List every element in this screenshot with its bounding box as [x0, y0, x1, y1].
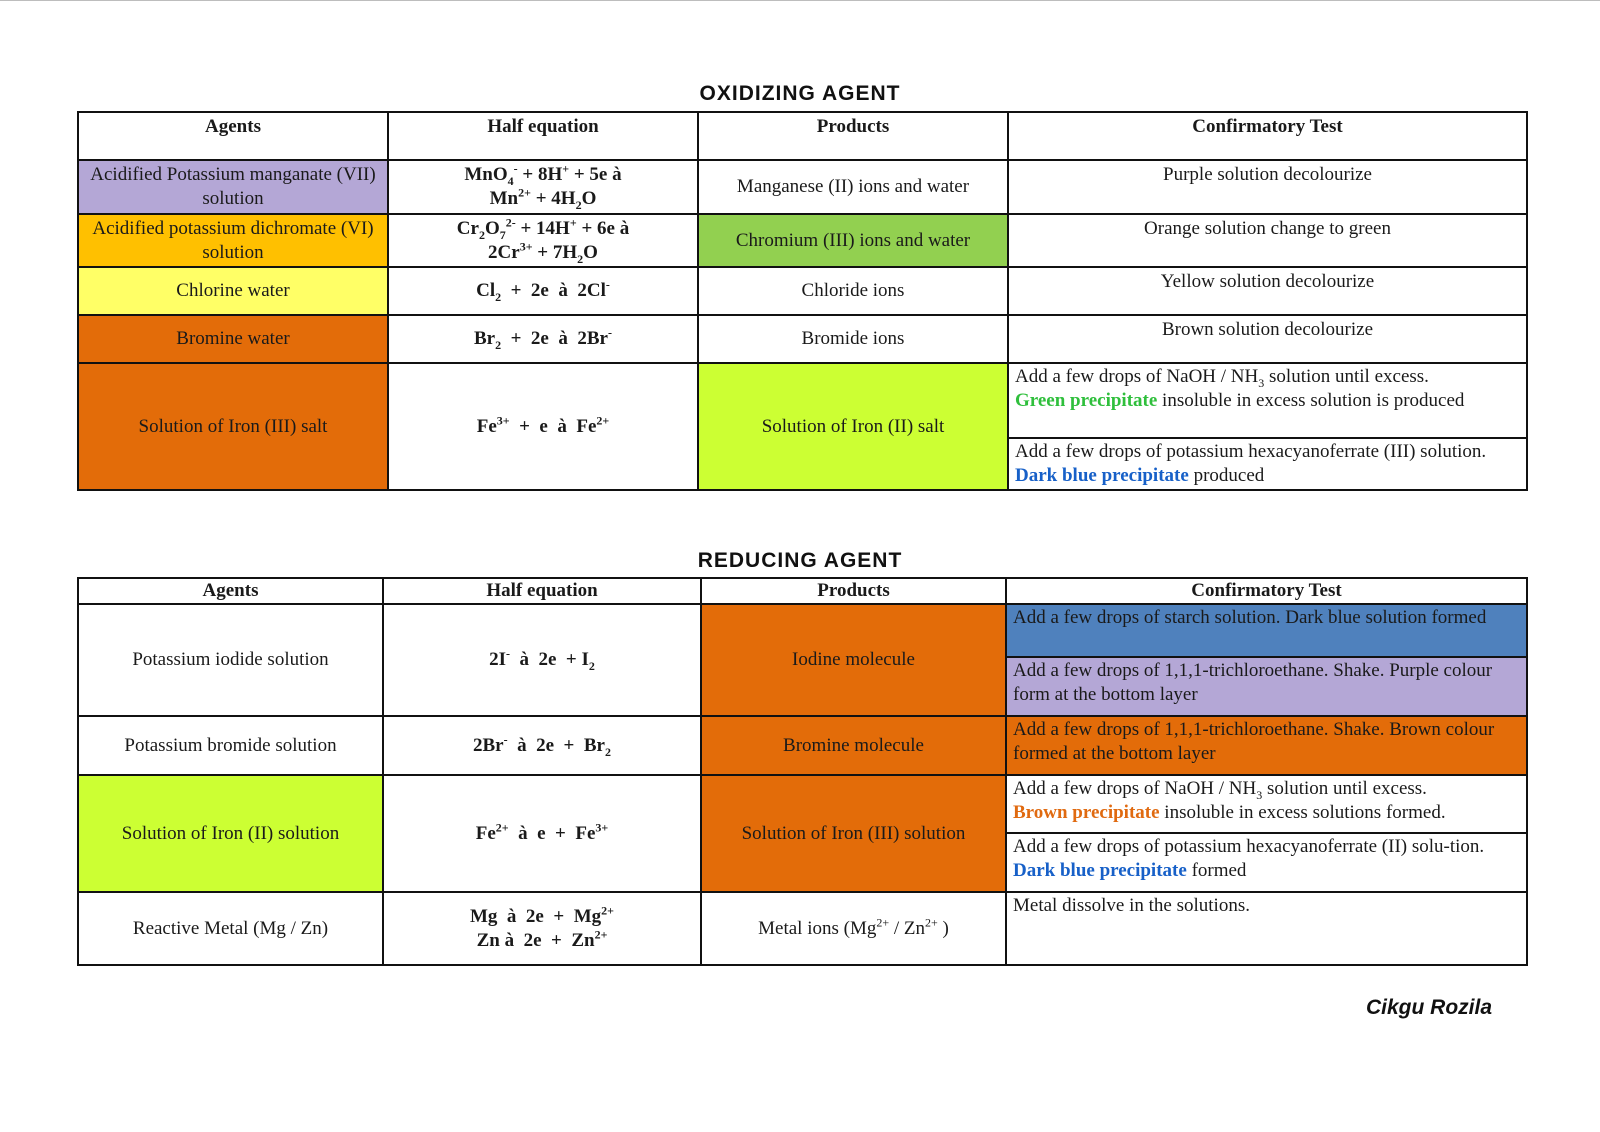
- confirmatory-test-cell: Brown solution decolourize: [1008, 315, 1527, 363]
- confirmatory-test-cell: Add a few drops of 1,1,1-trichloroethane. Shake. Purple colour form at the bottom layer: [1006, 657, 1527, 716]
- confirmatory-test-cell: Add a few drops of NaOH / $NH_3$ solution until excess. Brown precipitate insoluble in excess solutions formed.: [1006, 775, 1527, 833]
- half-equation-cell: Mg à $2e + Mg^{2+}$ Zn à $2e + Zn^{2+}$: [383, 892, 701, 965]
- author-credit: Cikgu Rozila: [1365, 996, 1492, 1019]
- confirmatory-test-cell: Add a few drops of potassium hexacyanoferrate (III) solution. Dark blue precipitate produced: [1008, 438, 1527, 490]
- confirmatory-test-cell: Yellow solution decolourize: [1008, 267, 1527, 315]
- table-header-row: [78, 112, 1527, 160]
- header-products: Products: [701, 578, 1006, 604]
- half-equation-cell: 2I- à $2e + I_2$: [383, 604, 701, 716]
- agent-cell: Acidified Potassium manganate (VII) solution: [78, 160, 388, 214]
- header-agents: Agents: [78, 578, 383, 604]
- confirmatory-test-cell: Add a few drops of potassium hexacyanoferrate (II) solu-tion. Dark blue precipitate formed: [1006, 833, 1527, 892]
- table-row: [78, 892, 1527, 965]
- products-cell: Bromine molecule: [701, 716, 1006, 775]
- header-products: Products: [698, 112, 1008, 160]
- green-precipitate-highlight: Green precipitate: [1015, 390, 1158, 411]
- agent-cell: Acidified potassium dichromate (VI) solution: [78, 214, 388, 267]
- header-half-equation: Half equation: [383, 578, 701, 604]
- confirmatory-test-cell: Add a few drops of starch solution. Dark blue solution formed: [1006, 604, 1527, 657]
- reducing-agent-title: REDUCING AGENT: [697, 549, 903, 572]
- products-cell: Chloride ions: [698, 267, 1008, 315]
- table-row: [78, 267, 1527, 315]
- agent-cell: Reactive Metal (Mg / Zn): [78, 892, 383, 965]
- agent-cell: Bromine water: [78, 315, 388, 363]
- oxidizing-agent-table: [77, 111, 1528, 491]
- half-equation-cell: $Fe^{3+} + e$ à $Fe^{2+}$: [388, 363, 698, 490]
- header-confirmatory-test: Confirmatory Test: [1006, 578, 1527, 604]
- confirmatory-test-cell: Orange solution change to green: [1008, 214, 1527, 267]
- confirmatory-test-cell: Add a few drops of NaOH / $NH_3$ solution until excess. Green precipitate insoluble in excess solution is produced: [1008, 363, 1527, 438]
- half-equation-cell: $Cr_2O_7^{2-} + 14H^+ + 6e$ à $2Cr^{3+} + 7H_2O$: [388, 214, 698, 267]
- dark-blue-precipitate-highlight: Dark blue precipitate: [1015, 465, 1189, 486]
- table-row: [78, 716, 1527, 775]
- products-cell: Bromide ions: [698, 315, 1008, 363]
- agent-cell: Solution of Iron (II) solution: [78, 775, 383, 892]
- table-row: [78, 315, 1527, 363]
- half-equation-cell: MnO$_4$- + 8H+ + 5e à $Mn^{2+} + 4H_2O$: [388, 160, 698, 214]
- products-cell: Metal ions ($Mg^{2+} / Zn^{2+}$ ): [701, 892, 1006, 965]
- header-agents: Agents: [78, 112, 388, 160]
- agent-cell: Chlorine water: [78, 267, 388, 315]
- table-row: [78, 160, 1527, 214]
- products-cell: Manganese (II) ions and water: [698, 160, 1008, 214]
- agent-cell: Potassium iodide solution: [78, 604, 383, 716]
- confirmatory-test-cell: Metal dissolve in the solutions.: [1006, 892, 1527, 965]
- products-cell: Iodine molecule: [701, 604, 1006, 716]
- reducing-agent-table: [77, 577, 1528, 966]
- table-row: [78, 214, 1527, 267]
- oxidizing-agent-title: OXIDIZING AGENT: [699, 82, 901, 105]
- products-cell: Chromium (III) ions and water: [698, 214, 1008, 267]
- header-half-equation: Half equation: [388, 112, 698, 160]
- table-header-row: [78, 578, 1527, 604]
- table-row: [78, 604, 1527, 657]
- products-cell: Solution of Iron (II) salt: [698, 363, 1008, 490]
- confirmatory-test-cell: Purple solution decolourize: [1008, 160, 1527, 214]
- confirmatory-test-cell: Add a few drops of 1,1,1-trichloroethane. Shake. Brown colour formed at the bottom layer: [1006, 716, 1527, 775]
- table-row: [78, 363, 1527, 438]
- products-cell: Solution of Iron (III) solution: [701, 775, 1006, 892]
- half-equation-cell: $Cl_2 + 2e$ à 2Cl-: [388, 267, 698, 315]
- agent-cell: Solution of Iron (III) salt: [78, 363, 388, 490]
- top-border-line: [0, 0, 1600, 1]
- header-confirmatory-test: Confirmatory Test: [1008, 112, 1527, 160]
- table-row: [78, 775, 1527, 833]
- half-equation-cell: $Br_2 + 2e$ à 2Br-: [388, 315, 698, 363]
- brown-precipitate-highlight: Brown precipitate: [1013, 802, 1160, 823]
- agent-cell: Potassium bromide solution: [78, 716, 383, 775]
- half-equation-cell: 2Br- à $2e + Br_2$: [383, 716, 701, 775]
- dark-blue-precipitate-highlight: Dark blue precipitate: [1013, 860, 1187, 881]
- half-equation-cell: $Fe^{2+}$ à $e + Fe^{3+}$: [383, 775, 701, 892]
